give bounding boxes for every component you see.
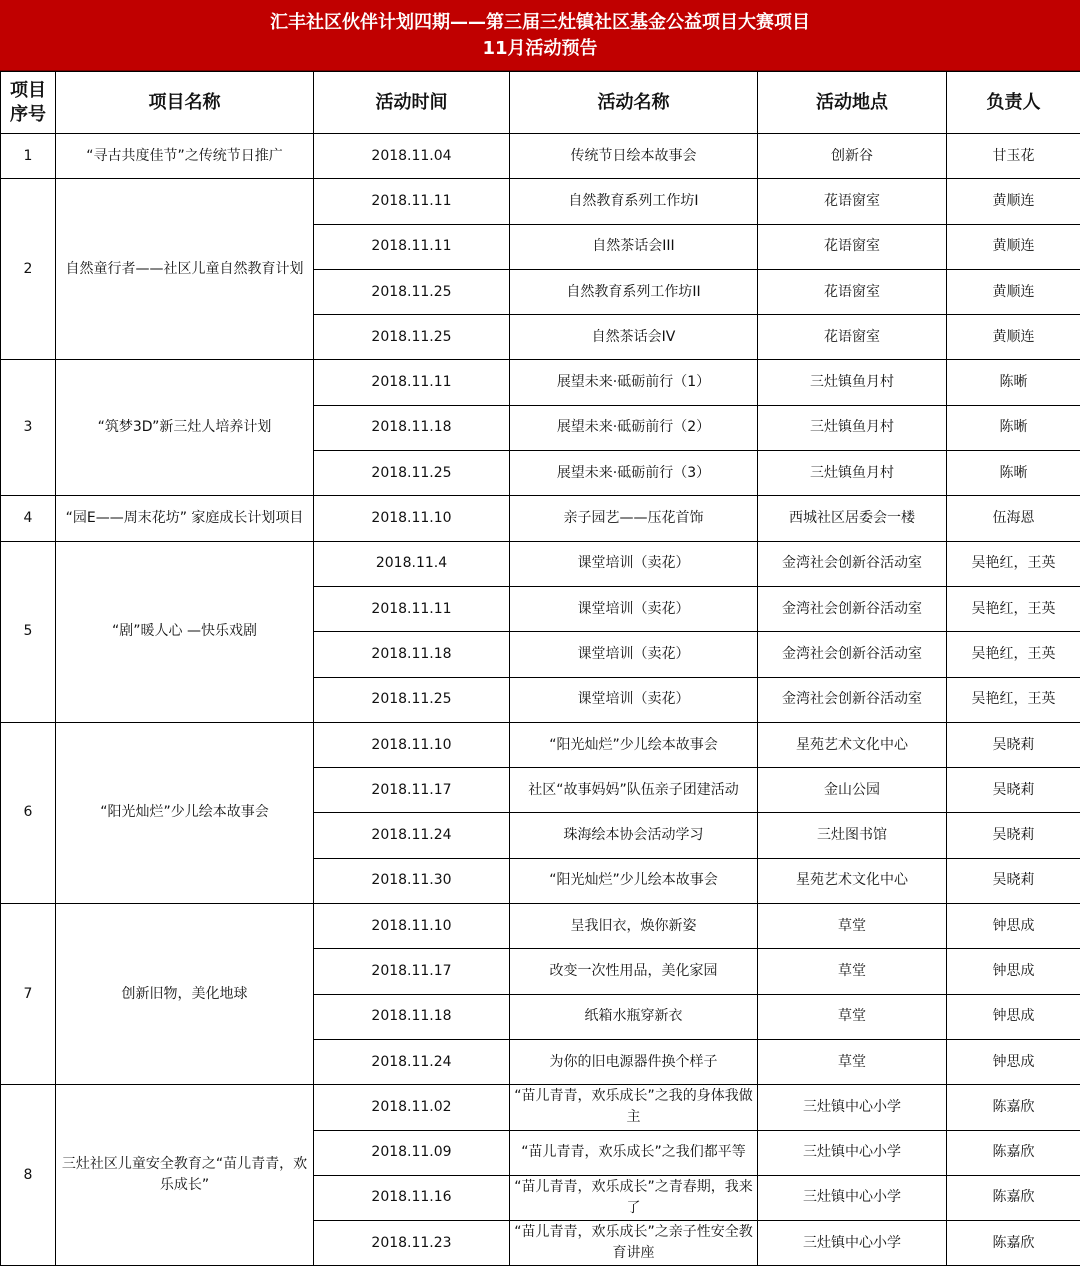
activity-location-cell: 三灶镇中心小学 [758,1130,947,1175]
activity-location-cell: 金湾社会创新谷活动室 [758,632,947,677]
person-in-charge-cell: 黄顺连 [947,315,1080,360]
person-in-charge-cell: 陈晰 [947,405,1080,450]
activity-date-cell: 2018.11.11 [314,586,510,631]
activity-name-cell: 展望未来·砥砺前行（3） [510,451,758,496]
project-seq-cell: 3 [1,360,56,496]
person-in-charge-cell: 吴艳红，王英 [947,541,1080,586]
activity-name-cell: “苗儿青青，欢乐成长”之我们都平等 [510,1130,758,1175]
activity-date-cell: 2018.11.04 [314,134,510,179]
project-name-cell: “阳光灿烂”少儿绘本故事会 [56,722,314,903]
activity-date-cell: 2018.11.24 [314,1039,510,1084]
table-row [1,541,1080,586]
activity-name-cell: 展望未来·砥砺前行（1） [510,360,758,405]
table-row [1,360,1080,405]
person-in-charge-cell: 钟思成 [947,1039,1080,1084]
activity-name-cell: 社区“故事妈妈”队伍亲子团建活动 [510,768,758,813]
activity-location-cell: 花语窗室 [758,224,947,269]
activity-name-cell: 自然教育系列工作坊I [510,179,758,224]
activity-location-cell: 草堂 [758,949,947,994]
activity-location-cell: 花语窗室 [758,179,947,224]
activity-name-cell: “苗儿青青，欢乐成长”之我的身体我做主 [510,1085,758,1130]
activity-name-cell: 展望未来·砥砺前行（2） [510,405,758,450]
person-in-charge-cell: 陈嘉欣 [947,1130,1080,1175]
header-row [1,72,1080,134]
project-name-cell: “园E——周末花坊” 家庭成长计划项目 [56,496,314,541]
activity-location-cell: 草堂 [758,1039,947,1084]
person-in-charge-cell: 吴晓莉 [947,858,1080,903]
table-row [1,1085,1080,1130]
activity-name-cell: 呈我旧衣，焕你新姿 [510,904,758,949]
activity-location-cell: 星苑艺术文化中心 [758,858,947,903]
header-seq: 项目序号 [1,72,56,134]
activity-date-cell: 2018.11.25 [314,269,510,314]
project-name-cell: “寻古共度佳节”之传统节日推广 [56,134,314,179]
project-seq-cell: 6 [1,722,56,903]
title-line-1: 汇丰社区伙伴计划四期——第三届三灶镇社区基金公益项目大赛项目 [270,12,810,33]
activity-location-cell: 西城社区居委会一楼 [758,496,947,541]
table-row [1,496,1080,541]
activity-name-cell: 自然教育系列工作坊II [510,269,758,314]
table-row [1,179,1080,224]
title-line-2: 11月活动预告 [482,38,598,59]
person-in-charge-cell: 陈晰 [947,451,1080,496]
project-name-cell: “筑梦3D”新三灶人培养计划 [56,360,314,496]
activity-date-cell: 2018.11.25 [314,451,510,496]
person-in-charge-cell: 陈晰 [947,360,1080,405]
person-in-charge-cell: 陈嘉欣 [947,1085,1080,1130]
activity-name-cell: 珠海绘本协会活动学习 [510,813,758,858]
activity-date-cell: 2018.11.18 [314,632,510,677]
table-row [1,904,1080,949]
activity-date-cell: 2018.11.25 [314,315,510,360]
table-body [1,134,1080,1266]
activity-date-cell: 2018.11.11 [314,360,510,405]
schedule-table [0,71,1080,1266]
activity-date-cell: 2018.11.10 [314,496,510,541]
activity-location-cell: 三灶镇中心小学 [758,1175,947,1220]
project-seq-cell: 1 [1,134,56,179]
title-banner [0,0,1080,71]
activity-date-cell: 2018.11.25 [314,677,510,722]
project-seq-cell: 2 [1,179,56,360]
activity-location-cell: 三灶镇中心小学 [758,1221,947,1266]
activity-date-cell: 2018.11.16 [314,1175,510,1220]
activity-date-cell: 2018.11.4 [314,541,510,586]
project-name-cell: 创新旧物，美化地球 [56,904,314,1085]
activity-name-cell: 亲子园艺——压花首饰 [510,496,758,541]
project-seq-cell: 8 [1,1085,56,1266]
table-row [1,134,1080,179]
activity-name-cell: 课堂培训（卖花） [510,632,758,677]
activity-date-cell: 2018.11.18 [314,405,510,450]
activity-date-cell: 2018.11.02 [314,1085,510,1130]
activity-location-cell: 花语窗室 [758,269,947,314]
activity-date-cell: 2018.11.11 [314,224,510,269]
activity-location-cell: 金湾社会创新谷活动室 [758,677,947,722]
project-name-cell: 三灶社区儿童安全教育之“苗儿青青，欢乐成长” [56,1085,314,1266]
person-in-charge-cell: 钟思成 [947,949,1080,994]
table-row [1,722,1080,767]
activity-location-cell: 三灶镇鱼月村 [758,451,947,496]
header-person-in-charge: 负责人 [947,72,1080,134]
project-seq-cell: 5 [1,541,56,722]
person-in-charge-cell: 甘玉花 [947,134,1080,179]
person-in-charge-cell: 陈嘉欣 [947,1221,1080,1266]
activity-name-cell: 自然茶话会IV [510,315,758,360]
activity-location-cell: 草堂 [758,904,947,949]
project-seq-cell: 4 [1,496,56,541]
person-in-charge-cell: 黄顺连 [947,269,1080,314]
activity-name-cell: 课堂培训（卖花） [510,541,758,586]
activity-location-cell: 金湾社会创新谷活动室 [758,541,947,586]
activity-location-cell: 三灶图书馆 [758,813,947,858]
person-in-charge-cell: 吴晓莉 [947,768,1080,813]
activity-name-cell: 课堂培训（卖花） [510,677,758,722]
activity-location-cell: 金山公园 [758,768,947,813]
person-in-charge-cell: 吴艳红，王英 [947,586,1080,631]
activity-location-cell: 三灶镇鱼月村 [758,405,947,450]
person-in-charge-cell: 陈嘉欣 [947,1175,1080,1220]
activity-location-cell: 花语窗室 [758,315,947,360]
person-in-charge-cell: 钟思成 [947,994,1080,1039]
activity-name-cell: “苗儿青青，欢乐成长”之青春期，我来了 [510,1175,758,1220]
activity-name-cell: “苗儿青青，欢乐成长”之亲子性安全教育讲座 [510,1221,758,1266]
activity-name-cell: 课堂培训（卖花） [510,586,758,631]
header-project-name: 项目名称 [56,72,314,134]
activity-location-cell: 创新谷 [758,134,947,179]
person-in-charge-cell: 黄顺连 [947,224,1080,269]
person-in-charge-cell: 吴艳红，王英 [947,677,1080,722]
header-activity-name: 活动名称 [510,72,758,134]
person-in-charge-cell: 黄顺连 [947,179,1080,224]
activity-name-cell: 自然茶话会III [510,224,758,269]
activity-date-cell: 2018.11.09 [314,1130,510,1175]
person-in-charge-cell: 伍海恩 [947,496,1080,541]
person-in-charge-cell: 吴晓莉 [947,722,1080,767]
activity-date-cell: 2018.11.17 [314,949,510,994]
activity-name-cell: 纸箱水瓶穿新衣 [510,994,758,1039]
activity-name-cell: 为你的旧电源器件换个样子 [510,1039,758,1084]
person-in-charge-cell: 吴晓莉 [947,813,1080,858]
activity-location-cell: 三灶镇中心小学 [758,1085,947,1130]
header-activity-location: 活动地点 [758,72,947,134]
activity-date-cell: 2018.11.10 [314,904,510,949]
activity-date-cell: 2018.11.23 [314,1221,510,1266]
activity-date-cell: 2018.11.30 [314,858,510,903]
activity-location-cell: 草堂 [758,994,947,1039]
activity-date-cell: 2018.11.18 [314,994,510,1039]
activity-name-cell: “阳光灿烂”少儿绘本故事会 [510,722,758,767]
activity-location-cell: 金湾社会创新谷活动室 [758,586,947,631]
activity-date-cell: 2018.11.11 [314,179,510,224]
activity-location-cell: 三灶镇鱼月村 [758,360,947,405]
project-name-cell: “剧”暖人心 —快乐戏剧 [56,541,314,722]
project-name-cell: 自然童行者——社区儿童自然教育计划 [56,179,314,360]
project-seq-cell: 7 [1,904,56,1085]
activity-name-cell: 传统节日绘本故事会 [510,134,758,179]
activity-name-cell: 改变一次性用品，美化家园 [510,949,758,994]
person-in-charge-cell: 钟思成 [947,904,1080,949]
header-activity-time: 活动时间 [314,72,510,134]
person-in-charge-cell: 吴艳红，王英 [947,632,1080,677]
activity-date-cell: 2018.11.10 [314,722,510,767]
activity-date-cell: 2018.11.17 [314,768,510,813]
activity-location-cell: 星苑艺术文化中心 [758,722,947,767]
activity-date-cell: 2018.11.24 [314,813,510,858]
activity-name-cell: “阳光灿烂”少儿绘本故事会 [510,858,758,903]
